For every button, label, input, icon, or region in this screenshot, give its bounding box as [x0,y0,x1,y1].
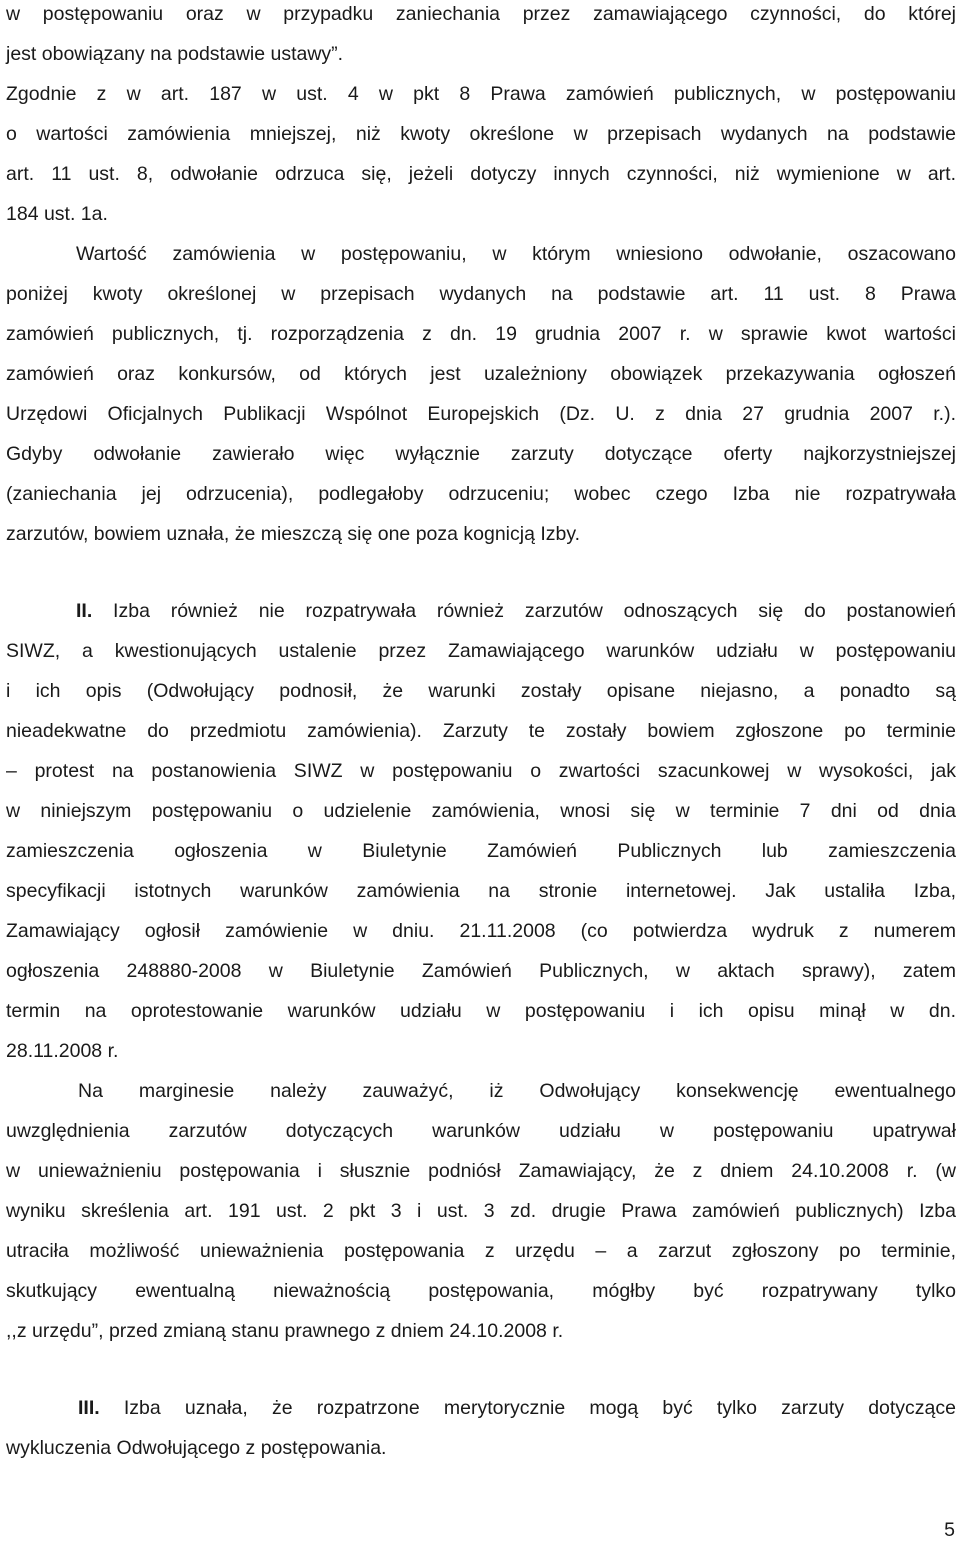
text-line: ,,z urzędu”, przed zmianą stanu prawnego z dniem 24.10.2008 r. [6,1320,564,1342]
section-number: II. [76,600,93,622]
section-number: III. [78,1397,100,1419]
text-line: – protest na postanowienia SIWZ w postępowaniu o zwartości szacunkowej w wysokości, jak [6,760,956,782]
text-line: i ich opis (Odwołujący podnosił, że warunki zostały opisane niejasno, a ponadto są [6,680,956,702]
text-line: 28.11.2008 r. [6,1040,119,1062]
text-line: Gdyby odwołanie zawierało więc wyłącznie zarzuty dotyczące oferty najkorzystniejszej [6,443,956,465]
paragraph-first-line: Wartość zamówienia w postępowaniu, w którym wniesiono odwołanie, oszacowano [76,243,956,265]
text-line: w postępowaniu oraz w przypadku zaniechania przez zamawiającego czynności, do której [6,3,956,25]
text-line: Urzędowi Oficjalnych Publikacji Wspólnot Europejskich (Dz. U. z dnia 27 grudnia 2007 r.). [6,403,956,425]
text-line: termin na oprotestowanie warunków udziału w postępowaniu i ich opisu minął w dn. [6,1000,956,1022]
text-line: zarzutów, bowiem uznała, że mieszczą się one poza kognicją Izby. [6,523,581,545]
text-line: utraciła możliwość unieważnienia postępowania z urzędu – a zarzut zgłoszony po terminie, [6,1240,956,1262]
paragraph-first-line: Na marginesie należy zauważyć, iż Odwołujący konsekwencję ewentualnego [78,1080,956,1102]
text-line: (zaniechania jej odrzucenia), podlegałoby odrzuceniu; wobec czego Izba nie rozpatrywała [6,483,956,505]
text-line: skutkujący ewentualną nieważnością postępowania, mógłby być rozpatrywany tylko [6,1280,956,1302]
text-line: o wartości zamówienia mniejszej, niż kwoty określone w przepisach wydanych na podstawie [6,123,956,145]
text-line: uwzględnienia zarzutów dotyczących warunków udziału w postępowaniu upatrywał [6,1120,956,1142]
text-line: 184 ust. 1a. [6,203,108,225]
text-line: w unieważnieniu postępowania i słusznie podniósł Zamawiający, że z dniem 24.10.2008 r. (w [6,1160,956,1182]
section-iii-first-line: III. Izba uznała, że rozpatrzone merytorycznie mogą być tylko zarzuty dotyczące [78,1397,956,1419]
section-ii-first-line: II. Izba również nie rozpatrywała również zarzutów odnoszących się do postanowień [76,600,956,622]
text-line: Zgodnie z w art. 187 w ust. 4 w pkt 8 Prawa zamówień publicznych, w postępowaniu [6,83,956,105]
text-line: w niniejszym postępowaniu o udzielenie zamówienia, wnosi się w terminie 7 dni od dnia [6,800,956,822]
text-line: zamieszczenia ogłoszenia w Biuletynie Zamówień Publicznych lub zamieszczenia [6,840,956,862]
text-line: ogłoszenia 248880-2008 w Biuletynie Zamówień Publicznych, w aktach sprawy), zatem [6,960,956,982]
text-line: zamówień publicznych, tj. rozporządzenia z dn. 19 grudnia 2007 r. w sprawie kwot wartości [6,323,956,345]
text-line: SIWZ, a kwestionujących ustalenie przez Zamawiającego warunków udziału w postępowaniu [6,640,956,662]
text-line: wykluczenia Odwołującego z postępowania. [6,1437,387,1459]
text-line: nieadekwatne do przedmiotu zamówienia). Zarzuty te zostały bowiem zgłoszone po terminie [6,720,956,742]
text-line: Zamawiający ogłosił zamówienie w dniu. 21.11.2008 (co potwierdza wydruk z numerem [6,920,956,942]
text-line: jest obowiązany na podstawie ustawy”. [6,43,344,65]
text-line: specyfikacji istotnych warunków zamówienia na stronie internetowej. Jak ustaliła Izba, [6,880,956,902]
text-line: zamówień oraz konkursów, od których jest uzależniony obowiązek przekazywania ogłoszeń [6,363,956,385]
page-number: 5 [944,1519,955,1541]
text-line: poniżej kwoty określonej w przepisach wydanych na podstawie art. 11 ust. 8 Prawa [6,283,956,305]
text-line: art. 11 ust. 8, odwołanie odrzuca się, jeżeli dotyczy innych czynności, niż wymienione w art. [6,163,956,185]
text-line: wyniku skreślenia art. 191 ust. 2 pkt 3 i ust. 3 zd. drugie Prawa zamówień publicznych) Izba [6,1200,956,1222]
